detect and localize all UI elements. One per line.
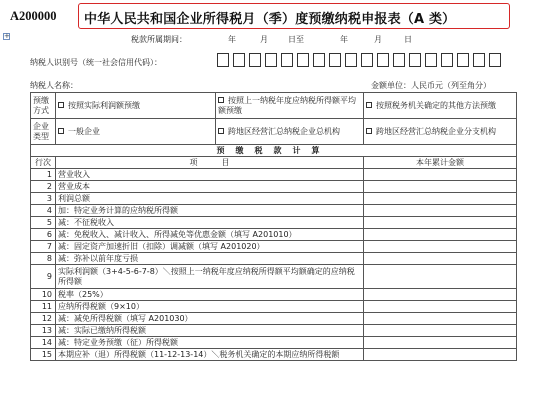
row-amount-input[interactable] [364,265,517,289]
checkbox[interactable] [58,102,64,108]
row-item: 营业成本 [56,181,364,193]
row-amount-input[interactable] [364,181,517,193]
col-amount: 本年累计金额 [364,157,517,169]
enterprise-option-head-office[interactable]: 跨地区经营汇总纳税企业总机构 [216,119,364,145]
period-year-end: 年 [340,35,348,44]
calc-row [31,181,517,193]
calc-row [31,313,517,325]
tax-id-cell[interactable] [297,53,309,67]
checkbox[interactable] [366,128,372,134]
row-item: 税率（25%） [56,289,364,301]
row-item: 加：特定业务计算的应纳税所得额 [56,205,364,217]
calc-row [31,253,517,265]
row-number: 3 [31,193,56,205]
row-item: 减：减免所得税额（填写 A201030） [56,313,364,325]
tax-id-cell[interactable] [393,53,405,67]
prepay-option-tax-authority[interactable]: 按照税务机关确定的其他方法预缴 [364,93,517,119]
column-header-row [31,157,517,169]
row-item: 减：特定业务预缴（征）所得税额 [56,337,364,349]
tax-id-cell[interactable] [441,53,453,67]
calc-row [31,325,517,337]
period-day-end: 日 [404,35,412,44]
row-item: 减：实际已缴纳所得税额 [56,325,364,337]
enterprise-option-branch[interactable]: 跨地区经营汇总纳税企业分支机构 [364,119,517,145]
row-number: 14 [31,337,56,349]
row-amount-input[interactable] [364,229,517,241]
tax-id-cell[interactable] [361,53,373,67]
row-amount-input[interactable] [364,301,517,313]
row-number: 6 [31,229,56,241]
row-number: 9 [31,265,56,289]
row-number: 2 [31,181,56,193]
row-number: 7 [31,241,56,253]
row-item: 减：免税收入、减计收入、所得减免等优惠金额（填写 A201010） [56,229,364,241]
row-amount-input[interactable] [364,289,517,301]
calc-row [31,193,517,205]
row-item: 应纳所得税额（9×10） [56,301,364,313]
period-year-start: 年 [228,35,236,44]
period-day-to: 日至 [288,35,304,44]
checkbox[interactable] [366,102,372,108]
period-label: 税款所属期间： [131,35,187,44]
amount-unit: 金额单位：人民币元（列至角分） [371,81,491,90]
calc-row [31,265,517,289]
enterprise-type-label: 企业类型 [31,119,56,145]
prepay-option-actual-profit[interactable]: 按照实际利润额预缴 [56,93,216,119]
tax-id-cell[interactable] [489,53,501,67]
tax-id-cell[interactable] [265,53,277,67]
enterprise-type-row [31,119,517,145]
row-item: 利润总额 [56,193,364,205]
row-number: 8 [31,253,56,265]
tax-id-cell[interactable] [217,53,229,67]
tax-id-cell[interactable] [425,53,437,67]
tax-id-cell[interactable] [281,53,293,67]
row-amount-input[interactable] [364,253,517,265]
row-number: 4 [31,205,56,217]
calc-row [31,229,517,241]
row-amount-input[interactable] [364,349,517,361]
row-amount-input[interactable] [364,241,517,253]
calc-row [31,289,517,301]
prepay-method-label: 预缴方式 [31,93,56,119]
tax-id-cell[interactable] [233,53,245,67]
row-number: 1 [31,169,56,181]
expand-icon[interactable]: + [4,32,10,40]
row-number: 15 [31,349,56,361]
tax-id-cell[interactable] [313,53,325,67]
calc-row [31,301,517,313]
tax-id-cell[interactable] [329,53,341,67]
checkbox[interactable] [58,128,64,134]
row-number: 5 [31,217,56,229]
tax-id-cells [217,53,501,67]
checkbox[interactable] [218,97,224,103]
row-item: 营业收入 [56,169,364,181]
tax-id-cell[interactable] [473,53,485,67]
row-amount-input[interactable] [364,325,517,337]
row-number: 12 [31,313,56,325]
checkbox[interactable] [218,128,224,134]
calc-row [31,337,517,349]
row-amount-input[interactable] [364,169,517,181]
col-item: 项 目 [56,157,364,169]
row-item: 减：弥补以前年度亏损 [56,253,364,265]
row-amount-input[interactable] [364,337,517,349]
enterprise-option-general[interactable]: 一般企业 [56,119,216,145]
row-amount-input[interactable] [364,205,517,217]
row-item: 减：不征税收入 [56,217,364,229]
col-row-number: 行次 [31,157,56,169]
calc-row [31,169,517,181]
calc-row [31,349,517,361]
tax-id-cell[interactable] [409,53,421,67]
tax-id-cell[interactable] [345,53,357,67]
declaration-table [30,92,517,361]
calc-row [31,205,517,217]
tax-id-cell[interactable] [249,53,261,67]
taxpayer-name-label: 纳税人名称： [30,81,78,90]
tax-id-cell[interactable] [457,53,469,67]
row-item: 实际利润额（3+4-5-6-7-8）＼按照上一纳税年度应纳税所得额平均额确定的应纳税所得额 [56,265,364,289]
tax-id-cell[interactable] [377,53,389,67]
row-amount-input[interactable] [364,313,517,325]
period-month-start: 月 [260,35,268,44]
row-number: 10 [31,289,56,301]
row-amount-input[interactable] [364,193,517,205]
prepay-method-row [31,93,517,119]
row-number: 13 [31,325,56,337]
tax-id-label: 纳税人识别号（统一社会信用代码）： [30,58,162,67]
section-heading: 预缴税款计算 [31,145,517,157]
row-amount-input[interactable] [364,217,517,229]
prepay-option-last-year-average[interactable]: 按照上一纳税年度应纳税所得额平均额预缴 [216,93,364,119]
calc-row [31,217,517,229]
period-month-end: 月 [374,35,382,44]
row-item: 减：固定资产加速折旧（扣除）调减额（填写 A201020） [56,241,364,253]
row-item: 本期应补（退）所得税额（11-12-13-14）＼税务机关确定的本期应纳所得税额 [56,349,364,361]
form-title: 中华人民共和国企业所得税月（季）度预缴纳税申报表（A 类） [84,12,456,27]
calc-row [31,241,517,253]
form-code: A200000 [10,9,57,23]
row-number: 11 [31,301,56,313]
section-heading-row [31,145,517,157]
